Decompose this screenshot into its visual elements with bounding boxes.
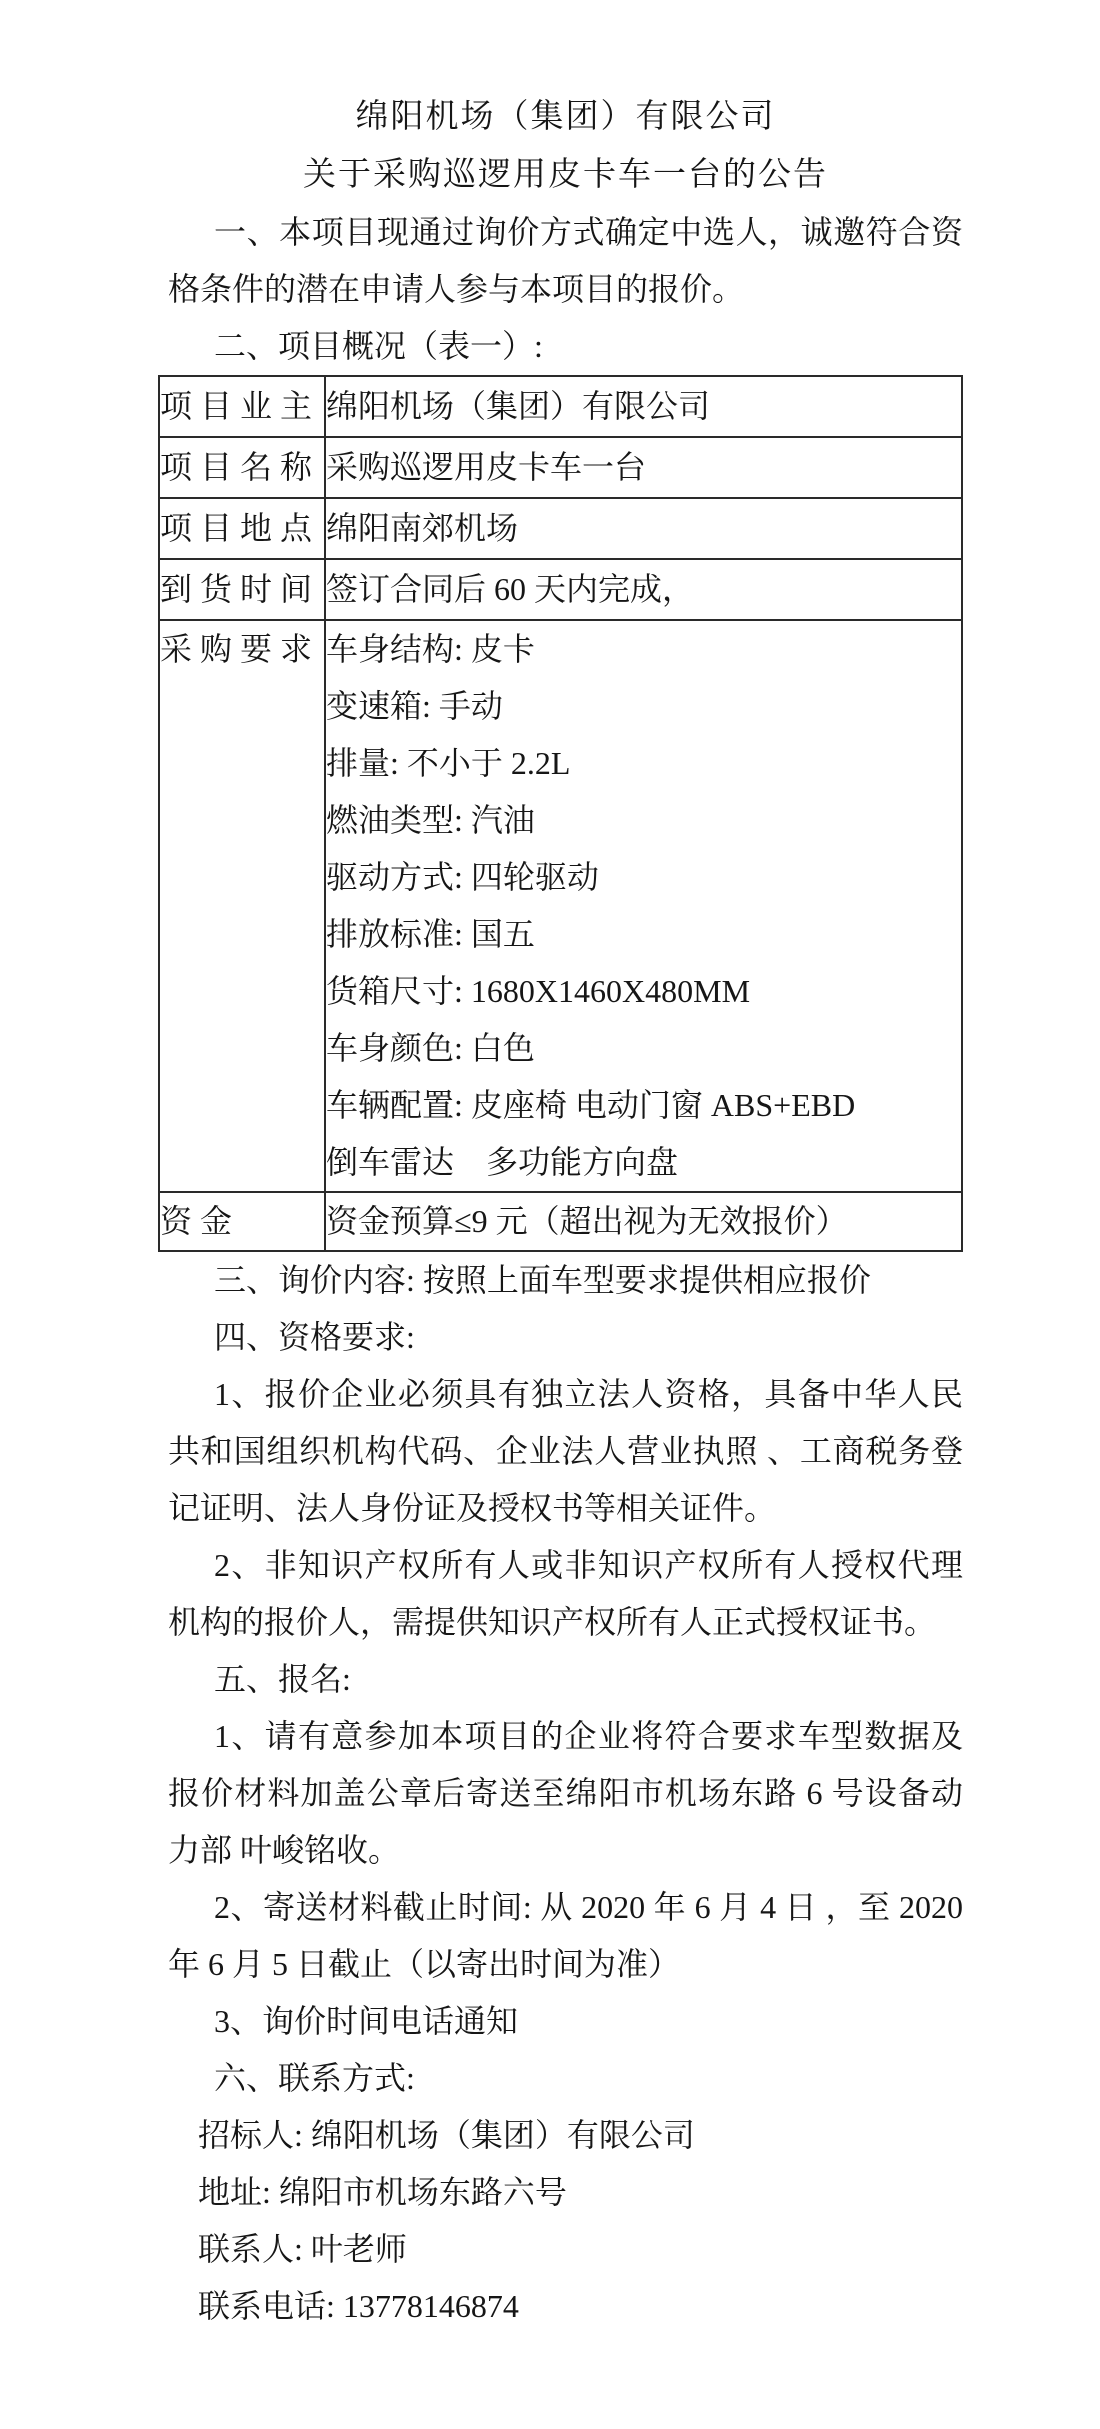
row-value: 绵阳机场（集团）有限公司 (325, 376, 962, 437)
paragraph-signup-1: 1、请有意参加本项目的企业将符合要求车型数据及报价材料加盖公章后寄送至绵阳市机场东路 6 号设备动力部 叶峻铭收。 (168, 1718, 963, 1868)
paragraph-contact-person: 联系人: 叶老师 (198, 2231, 407, 2267)
paragraph-contact-heading: 六、联系方式: (214, 2060, 415, 2096)
paragraph-contact-phone: 联系电话: 13778146874 (198, 2288, 519, 2324)
paragraph-qualification-1: 1、报价企业必须具有独立法人资格，具备中华人民共和国组织机构代码、企业法人营业执照 、工商税务登记证明、法人身份证及授权书等相关证件。 (168, 1376, 963, 1526)
paragraph-qualification-2: 2、非知识产权所有人或非知识产权所有人授权代理机构的报价人，需提供知识产权所有人正式授权证书。 (168, 1547, 963, 1640)
paragraph-contact-bidder: 招标人: 绵阳机场（集团）有限公司 (198, 2117, 695, 2153)
row-value: 绵阳南郊机场 (325, 498, 962, 559)
requirement-line-cargo-box-size: 货箱尺寸: 1680X1460X480MM (326, 973, 751, 1009)
row-label: 采购要求 (159, 620, 325, 1192)
row-value (325, 620, 962, 1192)
row-label: 项目业主 (159, 376, 325, 437)
paragraph-qualification-heading: 四、资格要求: (214, 1319, 415, 1355)
requirement-line-body-structure: 车身结构: 皮卡 (326, 631, 535, 667)
paragraph-signup-2: 2、寄送材料截止时间: 从 2020 年 6 月 4 日 ，至 2020 年 6 月 5 日截止（以寄出时间为准） (168, 1889, 963, 1982)
row-label: 到货时间 (159, 559, 325, 620)
row-label: 项目地点 (159, 498, 325, 559)
paragraph-inquiry-content: 三、询价内容: 按照上面车型要求提供相应报价 (214, 1262, 871, 1298)
paragraph-intro: 一、本项目现通过询价方式确定中选人，诚邀符合资格条件的潜在申请人参与本项目的报价。 (168, 214, 963, 307)
row-label: 资金 (159, 1192, 325, 1251)
row-value: 资金预算≤9 元（超出视为无效报价） (325, 1192, 962, 1251)
table-row-project-owner (159, 376, 962, 437)
table-row-delivery-time (159, 559, 962, 620)
paragraph-contact-address: 地址: 绵阳市机场东路六号 (198, 2174, 567, 2210)
project-overview-table (158, 375, 963, 1252)
row-value: 签订合同后 60 天内完成， (325, 559, 962, 620)
requirement-line-displacement: 排量: 不小于 2.2L (326, 745, 571, 781)
requirement-line-fuel-type: 燃油类型: 汽油 (326, 802, 535, 838)
document-title: 绵阳机场（集团）有限公司 (355, 99, 776, 135)
document-subtitle: 关于采购巡逻用皮卡车一台的公告 (303, 157, 828, 193)
table-row-project-location (159, 498, 962, 559)
requirement-line-body-color: 车身颜色: 白色 (326, 1030, 535, 1066)
paragraph-signup-3: 3、询价时间电话通知 (214, 2003, 519, 2039)
row-label: 项目名称 (159, 437, 325, 498)
requirement-line-vehicle-config: 车辆配置: 皮座椅 电动门窗 ABS+EBD (326, 1087, 856, 1123)
row-value: 采购巡逻用皮卡车一台 (325, 437, 962, 498)
requirement-line-vehicle-config-2: 倒车雷达 多功能方向盘 (326, 1144, 679, 1180)
requirement-line-drive-mode: 驱动方式: 四轮驱动 (326, 859, 599, 895)
table-row-project-name (159, 437, 962, 498)
table-row-budget (159, 1192, 962, 1251)
requirement-line-gearbox: 变速箱: 手动 (326, 688, 503, 724)
requirement-line-emission-standard: 排放标准: 国五 (326, 916, 535, 952)
table-row-purchase-requirements (159, 620, 962, 1192)
paragraph-signup-heading: 五、报名: (214, 1661, 351, 1697)
paragraph-overview-heading: 二、项目概况（表一）: (214, 328, 543, 364)
